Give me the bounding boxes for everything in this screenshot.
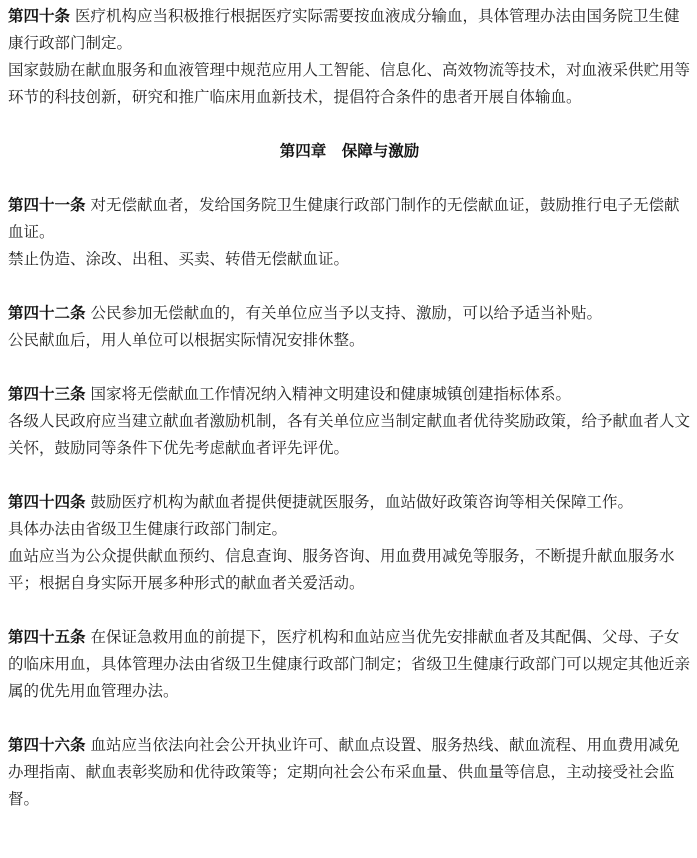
spacer (8, 462, 691, 489)
article-42-paragraph-2 (8, 327, 691, 354)
article-text: 国家鼓励在献血服务和血液管理中规范应用人工智能、信息化、高效物流等技术，对血液采供贮用等环节的科技创新，研究和推广临床用血新技术，提倡符合条件的患者开展自体输血。 (8, 61, 691, 106)
spacer (8, 165, 691, 192)
article-text: 对无偿献血者，发给国务院卫生健康行政部门制作的无偿献血证，鼓励推行电子无偿献血证。 (8, 196, 680, 241)
spacer (8, 111, 691, 138)
article-43 (8, 381, 691, 408)
article-text: 公民参加无偿献血的，有关单位应当予以支持、激励，可以给予适当补贴。 (90, 304, 602, 322)
article-46 (8, 732, 691, 813)
article-number: 第四十六条 (8, 736, 86, 754)
article-40-paragraph-2 (8, 57, 691, 111)
article-number: 第四十二条 (8, 304, 86, 322)
article-43-paragraph-2 (8, 408, 691, 462)
article-text: 血站应当为公众提供献血预约、信息查询、服务咨询、用血费用减免等服务，不断提升献血服务水平；根据自身实际开展多种形式的献血者关爱活动。 (8, 547, 675, 592)
article-text: 血站应当依法向社会公开执业许可、献血点设置、服务热线、献血流程、用血费用减免办理指南、献血表彰奖励和优待政策等；定期向社会公布采血量、供血量等信息，主动接受社会监督。 (8, 736, 680, 808)
article-42 (8, 300, 691, 327)
spacer (8, 354, 691, 381)
article-41-paragraph-2 (8, 246, 691, 273)
article-text: 医疗机构应当积极推行根据医疗实际需要按血液成分输血，具体管理办法由国务院卫生健康行政部门制定。 (8, 7, 680, 52)
article-number: 第四十一条 (8, 196, 86, 214)
article-44 (8, 489, 691, 516)
article-number: 第四十三条 (8, 385, 86, 403)
article-text: 国家将无偿献血工作情况纳入精神文明建设和健康城镇创建指标体系。 (90, 385, 571, 403)
document-page (0, 3, 697, 858)
chapter-title: 第四章 保障与激励 (279, 142, 420, 160)
article-number: 第四十五条 (8, 628, 86, 646)
article-text: 各级人民政府应当建立献血者激励机制，各有关单位应当制定献血者优待奖励政策，给予献血者人文关怀，鼓励同等条件下优先考虑献血者评先评优。 (8, 412, 691, 457)
spacer (8, 705, 691, 732)
article-text: 在保证急救用血的前提下，医疗机构和血站应当优先安排献血者及其配偶、父母、子女的临床用血，具体管理办法由省级卫生健康行政部门制定；省级卫生健康行政部门可以规定其他近亲属的优先用血管理办法。 (8, 628, 691, 700)
article-41 (8, 192, 691, 246)
article-text: 禁止伪造、涂改、出租、买卖、转借无偿献血证。 (8, 250, 350, 268)
article-44-paragraph-2 (8, 516, 691, 543)
article-number: 第四十条 (8, 7, 71, 25)
article-text: 鼓励医疗机构为献血者提供便捷就医服务，血站做好政策咨询等相关保障工作。 (90, 493, 633, 511)
article-number: 第四十四条 (8, 493, 86, 511)
article-40 (8, 3, 691, 57)
article-44-paragraph-3 (8, 543, 691, 597)
spacer (8, 273, 691, 300)
spacer (8, 597, 691, 624)
article-text: 公民献血后，用人单位可以根据实际情况安排休整。 (8, 331, 365, 349)
article-45 (8, 624, 691, 705)
article-text: 具体办法由省级卫生健康行政部门制定。 (8, 520, 288, 538)
